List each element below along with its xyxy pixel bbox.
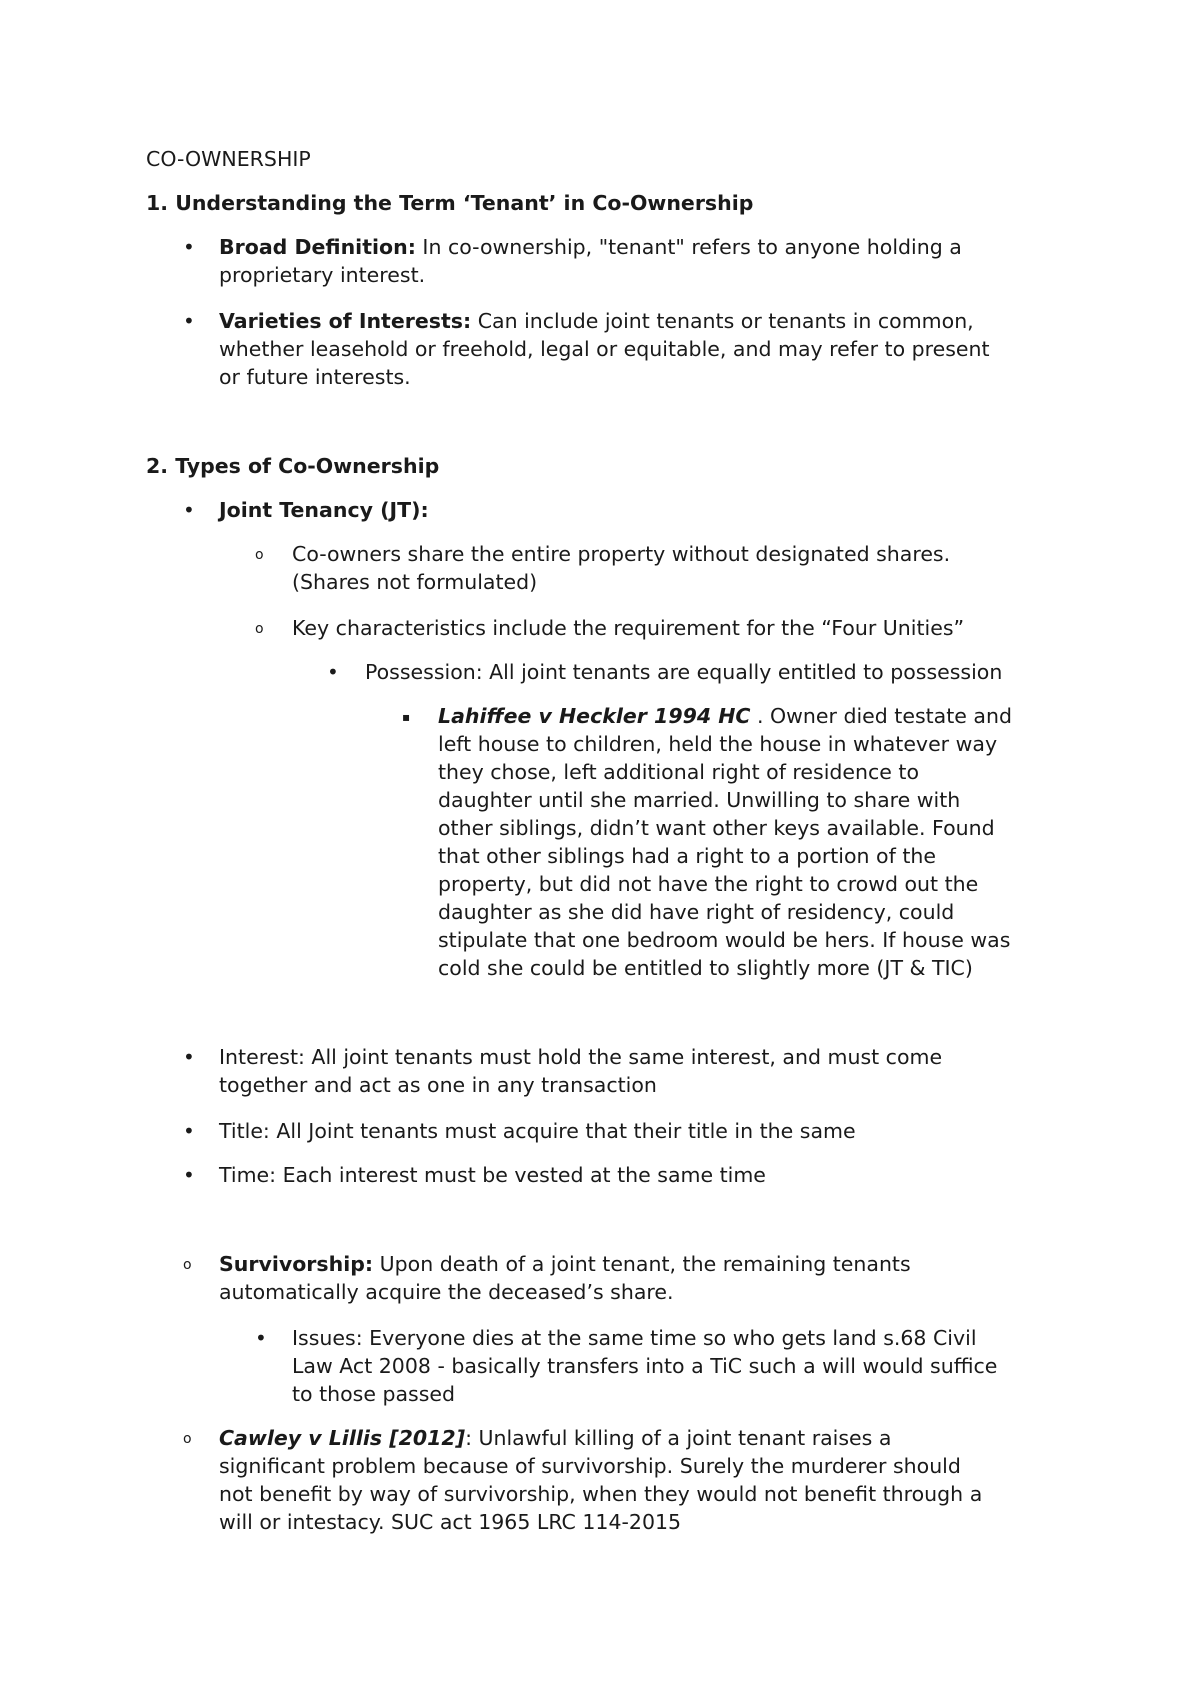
cawley-line-4: will or intestacy. SUC act 1965 LRC 114-2015 — [219, 1510, 682, 1534]
document-title: CO-OWNERSHIP — [146, 147, 311, 171]
circle-marker: o — [183, 1257, 192, 1273]
interest-line-2: together and act as one in any transaction — [219, 1073, 657, 1097]
lahiffee-line-2: left house to children, held the house in whatever way — [438, 732, 998, 756]
circle-marker: o — [255, 547, 264, 563]
section-2-heading: 2. Types of Co-Ownership — [146, 454, 440, 478]
circle-marker: o — [183, 1431, 192, 1447]
bullet-marker: • — [183, 235, 195, 259]
lahiffee-case-name: Lahiffee v Heckler 1994 HC — [438, 704, 751, 728]
square-marker: ▪ — [402, 710, 411, 724]
cawley-line-2: significant problem because of survivorship. Surely the murderer should — [219, 1454, 961, 1478]
varieties-line-2: whether leasehold or freehold, legal or equitable, and may refer to present — [219, 337, 990, 361]
title-unity: Title: All Joint tenants must acquire that their title in the same — [219, 1119, 856, 1143]
lahiffee-line-6: that other siblings had a right to a portion of the — [438, 844, 936, 868]
jt-point-1-line-1: Co-owners share the entire property without designated shares. — [292, 542, 951, 566]
broad-definition-line-1: Broad Definition: In co-ownership, "tenant" refers to anyone holding a — [219, 235, 962, 259]
lahiffee-line-9: stipulate that one bedroom would be hers. If house was — [438, 928, 1011, 952]
lahiffee-line-7: property, but did not have the right to crowd out the — [438, 872, 979, 896]
circle-marker: o — [255, 621, 264, 637]
bullet-marker: • — [327, 660, 339, 684]
bullet-marker: • — [183, 1045, 195, 1069]
issues-line-3: to those passed — [292, 1382, 456, 1406]
jt-point-2: Key characteristics include the requirement for the “Four Unities” — [292, 616, 965, 640]
bullet-marker: • — [183, 1119, 195, 1143]
time-unity: Time: Each interest must be vested at the same time — [219, 1163, 766, 1187]
varieties-line-1: Varieties of Interests: Can include joint tenants or tenants in common, — [219, 309, 974, 333]
cawley-case-name: Cawley v Lillis [2012] — [219, 1426, 466, 1450]
cawley-line-3: not benefit by way of survivorship, when they would not benefit through a — [219, 1482, 983, 1506]
varieties-label: Varieties of Interests: — [219, 309, 472, 333]
jt-point-1-line-2: (Shares not formulated) — [292, 570, 538, 594]
lahiffee-line-3: they chose, left additional right of residence to — [438, 760, 919, 784]
survivorship-line-2: automatically acquire the deceased’s share. — [219, 1280, 674, 1304]
bullet-marker: • — [183, 309, 195, 333]
lahiffee-line-8: daughter as she did have right of residency, could — [438, 900, 955, 924]
section-1-heading: 1. Understanding the Term ‘Tenant’ in Co-Ownership — [146, 191, 754, 215]
lahiffee-line-10: cold she could be entitled to slightly more (JT & TIC) — [438, 956, 973, 980]
cawley-line-1: Cawley v Lillis [2012]: Unlawful killing of a joint tenant raises a — [219, 1426, 892, 1450]
broad-definition-line-2: proprietary interest. — [219, 263, 426, 287]
joint-tenancy-label: Joint Tenancy (JT): — [219, 498, 429, 522]
issues-line-2: Law Act 2008 - basically transfers into a TiC such a will would suffice — [292, 1354, 998, 1378]
issues-line-1: Issues: Everyone dies at the same time so who gets land s.68 Civil — [292, 1326, 977, 1350]
lahiffee-line-1: Lahiffee v Heckler 1994 HC . Owner died testate and — [438, 704, 1012, 728]
interest-line-1: Interest: All joint tenants must hold the same interest, and must come — [219, 1045, 943, 1069]
lahiffee-line-5: other siblings, didn’t want other keys available. Found — [438, 816, 995, 840]
survivorship-line-1: Survivorship: Upon death of a joint tenant, the remaining tenants — [219, 1252, 911, 1276]
possession-text: Possession: All joint tenants are equally entitled to possession — [365, 660, 1003, 684]
varieties-line-3: or future interests. — [219, 365, 411, 389]
bullet-marker: • — [183, 1163, 195, 1187]
bullet-marker: • — [183, 498, 195, 522]
lahiffee-line-4: daughter until she married. Unwilling to share with — [438, 788, 961, 812]
broad-definition-label: Broad Definition: — [219, 235, 416, 259]
bullet-marker: • — [255, 1326, 267, 1350]
survivorship-label: Survivorship: — [219, 1252, 374, 1276]
